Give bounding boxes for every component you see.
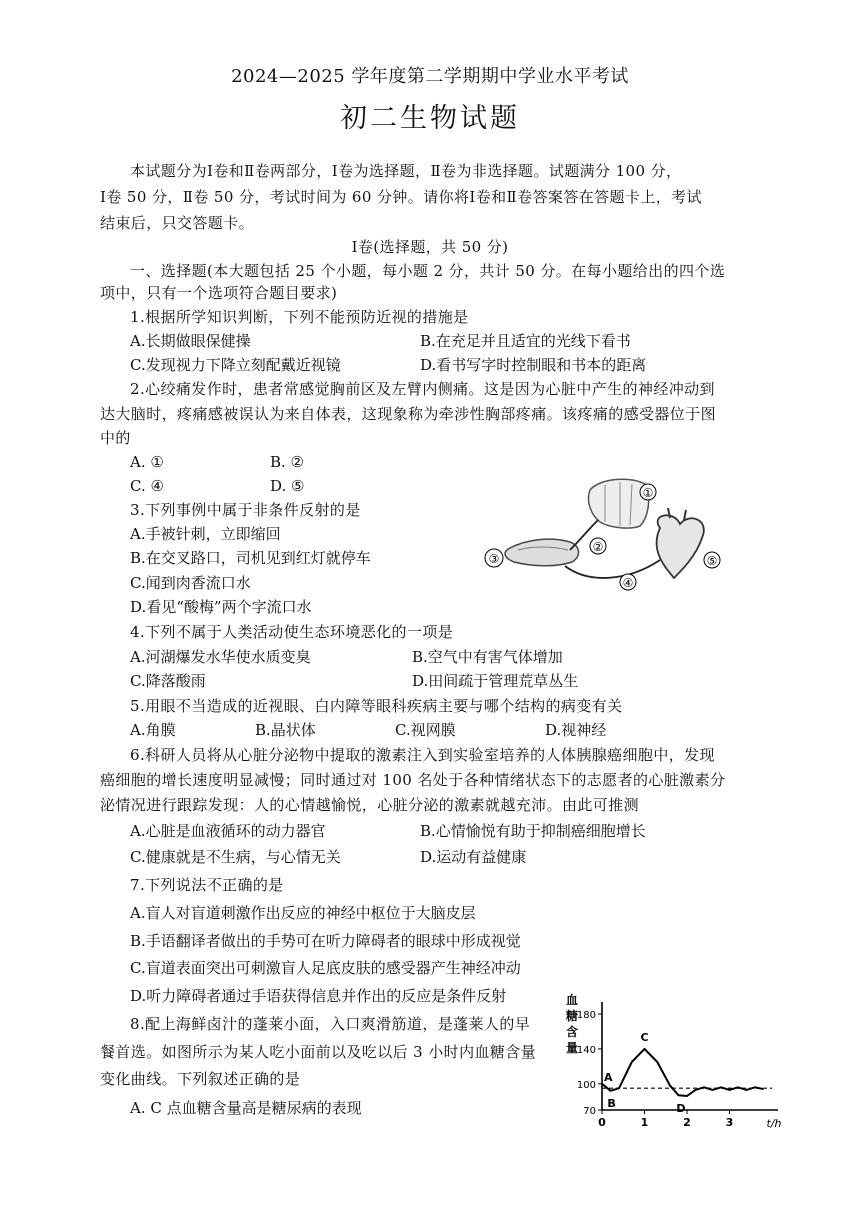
question-stem: 达大脑时，疼痛感被误认为来自体表，这现象称为牵涉性胸部疼痛。该疼痛的感受器位于图 [100, 405, 717, 423]
glucose-curve [602, 1049, 764, 1096]
option-a: A. ① [130, 453, 164, 471]
question-stem: 中的 [100, 429, 131, 447]
option-a: A.河湖爆发水华使水质变臭 [130, 648, 311, 666]
question-stem: 泌情况进行跟踪发现：人的心情越愉悦，心脏分泌的激素就越充沛。由此可推测 [100, 796, 640, 814]
question-stem: 3.下列事例中属于非条件反射的是 [130, 501, 361, 519]
question-stem: 5.用眼不当造成的近视眼、白内障等眼科疾病主要与哪个结构的病变有关 [130, 697, 623, 715]
instructions-line: 一、选择题(本大题包括 25 个小题，每小题 2 分，共计 50 分。在每小题给出的四个选 [130, 262, 726, 280]
svg-text:②: ② [592, 540, 604, 554]
option-d: D.视神经 [545, 721, 607, 739]
option-c: C.发现视力下降立刻配戴近视镜 [130, 356, 341, 374]
y-tick-label: 180 [576, 1010, 596, 1021]
x-axis-label: t/h [766, 1117, 782, 1130]
option-b: B.在交叉路口，司机见到红灯就停车 [130, 549, 371, 567]
option-d: D.听力障碍者通过手语获得信息并作出的反应是条件反射 [130, 987, 507, 1005]
question-stem: 1.根据所学知识判断，下列不能预防近视的措施是 [130, 308, 469, 326]
point-label-d: D [676, 1102, 686, 1116]
exam-title: 2024—2025 学年度第二学期期中学业水平考试 [231, 66, 629, 87]
option-d: D. ⑤ [270, 477, 305, 495]
question-stem: 癌细胞的增长速度明显减慢；同时通过对 100 名处于各种情绪状态下的志愿者的心脏激素分 [100, 771, 726, 789]
option-a: A.长期做眼保健操 [130, 332, 251, 350]
y-tick-label: 100 [576, 1079, 596, 1091]
blood-glucose-chart [560, 992, 785, 1134]
option-a: A.角膜 [130, 721, 176, 739]
question-stem: 8.配上海鲜卤汁的蓬莱小面，入口爽滑筋道，是蓬莱人的早 [130, 1015, 531, 1033]
y-tick-label: 140 [576, 1044, 596, 1056]
nerve-path-heart [565, 560, 660, 578]
option-a: A.盲人对盲道刺激作出反应的神经中枢位于大脑皮层 [130, 904, 476, 922]
option-c: C.视网膜 [395, 721, 456, 739]
option-d: D.运动有益健康 [420, 848, 527, 866]
heart-sketch [657, 515, 704, 578]
option-c: C.闻到肉香流口水 [130, 574, 251, 592]
svg-text:①: ① [642, 486, 654, 500]
label-2 [590, 538, 606, 554]
label-4 [620, 574, 636, 590]
question-stem: 变化曲线。下列叙述正确的是 [100, 1070, 301, 1088]
option-d: D.看书写字时控制眼和书本的距离 [420, 356, 647, 374]
y-axis-label-char: 量 [565, 1041, 579, 1055]
option-b: B.在充足并且适宜的光线下看书 [420, 332, 631, 350]
option-b: B.心情愉悦有助于抑制癌细胞增长 [420, 822, 646, 840]
x-tick-label: 0 [598, 1116, 606, 1129]
option-c: C.盲道表面突出可刺激盲人足底皮肤的感受器产生神经冲动 [130, 959, 521, 977]
point-label-a: A [604, 1070, 613, 1084]
question-stem: 2.心绞痛发作时，患者常感觉胸前区及左臂内侧痛。这是因为心脏中产生的神经冲动到 [130, 380, 715, 398]
y-axis-label-char: 含 [565, 1025, 579, 1039]
option-c: C.降落酸雨 [130, 672, 206, 690]
label-5 [704, 552, 720, 568]
intro-line: 本试题分为Ⅰ卷和Ⅱ卷两部分，Ⅰ卷为选择题，Ⅱ卷为非选择题。试题满分 100 分， [130, 162, 682, 180]
question-stem: 餐首选。如图所示为某人吃小面前以及吃以后 3 小时内血糖含量 [100, 1043, 537, 1061]
option-b: B.手语翻译者做出的手势可在听力障碍者的眼球中形成视觉 [130, 932, 521, 950]
intro-line: 结束后，只交答题卡。 [100, 214, 255, 232]
option-b: B.晶状体 [255, 721, 316, 739]
svg-text:⑤: ⑤ [706, 554, 718, 568]
x-tick-label: 2 [683, 1116, 691, 1129]
option-d: D.田间疏于管理荒草丛生 [412, 672, 579, 690]
pain-pathway-figure [470, 470, 740, 600]
intro-line: Ⅰ卷 50 分，Ⅱ卷 50 分，考试时间为 60 分钟。请你将Ⅰ卷和Ⅱ卷答案答在答题卡上，考试 [100, 188, 702, 206]
y-tick-label: 70 [583, 1106, 596, 1117]
exam-subtitle: 初二生物试题 [340, 103, 520, 134]
spinal-cord-sketch [505, 539, 579, 566]
option-a: A.心脏是血液循环的动力器官 [130, 822, 326, 840]
point-label-b: B [607, 1096, 616, 1110]
svg-text:④: ④ [622, 576, 634, 590]
option-b: B. ② [270, 453, 305, 471]
section-title: Ⅰ卷(选择题，共 50 分) [351, 238, 509, 256]
option-b: B.空气中有害气体增加 [412, 648, 563, 666]
x-tick-label: 3 [725, 1116, 734, 1129]
y-axis-label-char: 糖 [565, 1009, 579, 1023]
option-c: C. ④ [130, 477, 164, 495]
label-3 [485, 549, 503, 567]
option-d: D.看见“酸梅”两个字流口水 [130, 598, 312, 616]
option-c: C.健康就是不生病，与心情无关 [130, 848, 341, 866]
option-a: A. C 点血糖含量高是糖尿病的表现 [130, 1099, 362, 1117]
question-stem: 4.下列不属于人类活动使生态环境恶化的一项是 [130, 623, 454, 641]
instructions-line: 项中，只有一个选项符合题目要求) [100, 284, 338, 302]
question-stem: 7.下列说法不正确的是 [130, 876, 284, 894]
point-label-c: C [640, 1030, 649, 1044]
x-tick-label: 1 [640, 1116, 649, 1129]
y-axis-label-char: 血 [565, 993, 579, 1007]
option-a: A.手被针刺，立即缩回 [130, 525, 281, 543]
question-stem: 6.科研人员将从心脏分泌物中提取的激素注入到实验室培养的人体胰腺癌细胞中，发现 [130, 746, 715, 764]
svg-text:③: ③ [488, 552, 500, 566]
label-1 [640, 484, 656, 500]
